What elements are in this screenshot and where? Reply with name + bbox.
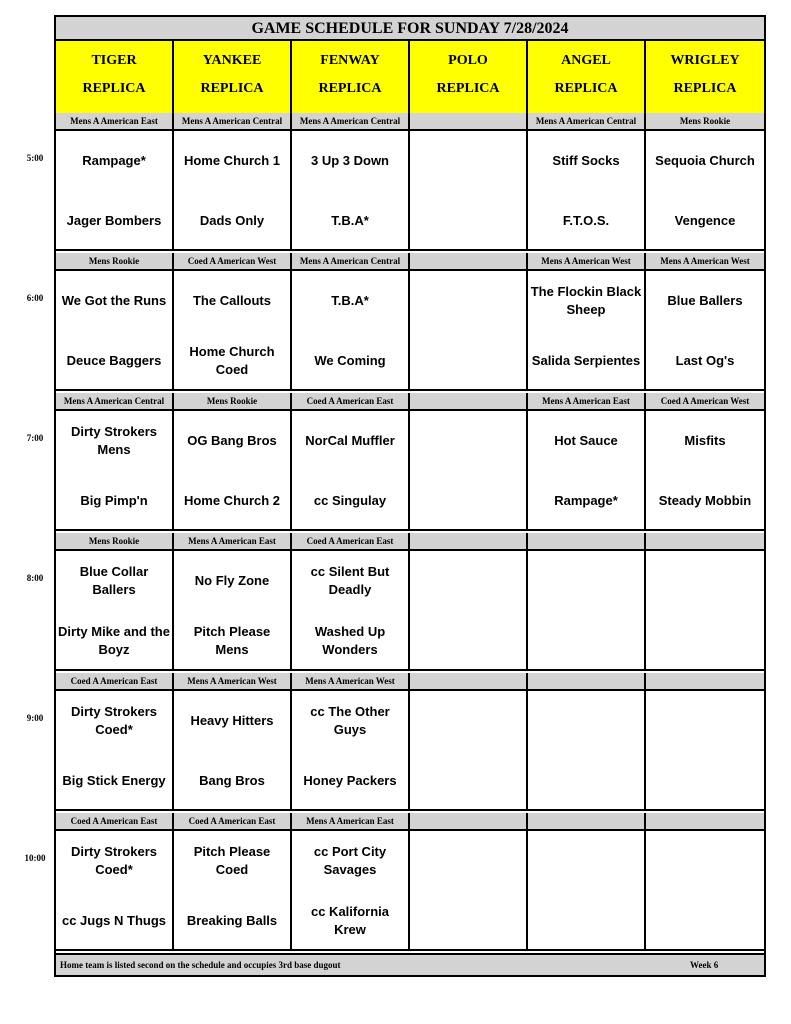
field-name: POLO <box>448 53 488 68</box>
home-team <box>294 761 406 801</box>
away-team <box>294 421 406 461</box>
team-name: Blue Collar Ballers <box>79 564 149 597</box>
team-name: Heavy Hitters <box>190 713 274 728</box>
away-team <box>58 421 170 461</box>
field-name: YANKEE <box>202 53 262 68</box>
division-label: Mens A American West <box>646 253 764 269</box>
home-team <box>58 761 170 801</box>
game-cell <box>56 271 174 389</box>
team-name: Deuce Baggers <box>66 353 162 368</box>
game-row <box>56 271 764 391</box>
game-cell <box>410 831 528 949</box>
time-label: 8:00 <box>26 573 44 583</box>
time-slot-block <box>56 533 764 671</box>
team-name: Jager Bombers <box>66 213 162 228</box>
division-label <box>410 393 528 409</box>
home-team <box>58 341 170 381</box>
away-team <box>412 421 524 461</box>
time-label: 6:00 <box>26 293 44 303</box>
home-team <box>530 621 642 661</box>
away-team <box>530 561 642 601</box>
game-cell <box>528 411 646 529</box>
away-team <box>648 141 762 181</box>
away-team <box>176 841 288 881</box>
team-name: Vengence <box>674 213 736 228</box>
footer-note: Home team is listed second on the schedule and occupies 3rd base dugout <box>60 960 341 970</box>
away-team <box>176 561 288 601</box>
away-team <box>176 141 288 181</box>
team-name: We Got the Runs <box>61 293 167 308</box>
field-sub: REPLICA <box>673 81 737 96</box>
game-cell <box>410 271 528 389</box>
division-label: Mens A American Central <box>292 253 410 269</box>
game-cell <box>646 551 764 669</box>
away-team <box>58 281 170 321</box>
footer-week: Week 6 <box>690 960 719 970</box>
game-cell <box>292 271 410 389</box>
team-name: Hot Sauce <box>554 433 618 448</box>
division-row <box>56 253 764 271</box>
game-cell <box>292 131 410 249</box>
game-cell <box>410 131 528 249</box>
team-name: Home Church Coed <box>189 344 275 377</box>
home-team <box>176 761 288 801</box>
division-label: Mens A American Central <box>56 393 174 409</box>
game-cell <box>56 131 174 249</box>
away-team <box>58 141 170 181</box>
division-label: Mens A American Central <box>174 113 292 129</box>
game-cell <box>174 551 292 669</box>
game-cell <box>410 691 528 809</box>
game-cell <box>56 551 174 669</box>
home-team <box>648 761 762 801</box>
team-name: The Callouts <box>192 293 271 308</box>
home-team <box>412 901 524 941</box>
team-name: F.T.O.S. <box>562 213 610 228</box>
game-cell <box>646 271 764 389</box>
division-row <box>56 673 764 691</box>
away-team <box>294 841 406 881</box>
time-slot-block <box>56 253 764 391</box>
home-team <box>412 761 524 801</box>
game-row <box>56 691 764 811</box>
game-cell <box>292 551 410 669</box>
home-team <box>176 201 288 241</box>
team-name: Big Pimp'n <box>80 493 148 508</box>
division-label: Mens A American West <box>528 253 646 269</box>
team-name: cc Kalifornia Krew <box>310 904 390 937</box>
team-name: 3 Up 3 Down <box>310 153 389 168</box>
team-name: Rampage* <box>554 493 618 508</box>
team-name: cc Silent But Deadly <box>310 564 390 597</box>
team-name: Salida Serpientes <box>531 353 641 368</box>
game-cell <box>292 691 410 809</box>
division-label: Mens A American Central <box>292 113 410 129</box>
away-team <box>412 841 524 881</box>
team-name: No Fly Zone <box>194 573 270 588</box>
game-cell <box>174 411 292 529</box>
team-name: Dads Only <box>199 213 265 228</box>
time-slot-block <box>56 813 764 951</box>
division-label: Coed A American East <box>174 813 292 829</box>
team-name: Bang Bros <box>199 773 265 788</box>
field-name: TIGER <box>91 53 137 68</box>
time-slot-block <box>56 393 764 531</box>
division-label: Coed A American West <box>646 393 764 409</box>
home-team <box>530 201 642 241</box>
away-team <box>412 141 524 181</box>
game-cell <box>528 551 646 669</box>
team-name: Dirty Mike and the Boyz <box>58 624 170 657</box>
game-cell <box>292 831 410 949</box>
division-label <box>410 253 528 269</box>
team-name: Big Stick Energy <box>62 773 166 788</box>
team-name: T.B.A* <box>331 293 369 308</box>
home-team <box>176 341 288 381</box>
team-name: T.B.A* <box>331 213 369 228</box>
field-name: WRIGLEY <box>670 53 740 68</box>
field-sub: REPLICA <box>200 81 264 96</box>
home-team <box>294 621 406 661</box>
away-team <box>58 701 170 741</box>
home-team <box>294 201 406 241</box>
division-label: Mens A American West <box>174 673 292 689</box>
team-name: Dirty Strokers Coed* <box>71 704 157 737</box>
home-team <box>176 621 288 661</box>
home-team <box>530 481 642 521</box>
team-name: OG Bang Bros <box>187 433 277 448</box>
division-label <box>528 813 646 829</box>
division-label: Mens A American East <box>56 113 174 129</box>
division-label <box>528 673 646 689</box>
division-label <box>410 673 528 689</box>
time-slot-block <box>56 673 764 811</box>
home-team <box>412 621 524 661</box>
division-label <box>646 533 764 549</box>
away-team <box>530 141 642 181</box>
game-cell <box>646 691 764 809</box>
game-row <box>56 551 764 671</box>
team-name: Rampage* <box>82 153 146 168</box>
home-team <box>58 621 170 661</box>
division-label <box>410 813 528 829</box>
division-label: Coed A American East <box>292 533 410 549</box>
schedule-title: GAME SCHEDULE FOR SUNDAY 7/28/2024 <box>56 17 764 41</box>
away-team <box>530 281 642 321</box>
division-label: Coed A American East <box>56 813 174 829</box>
home-team <box>58 201 170 241</box>
time-label: 5:00 <box>26 153 44 163</box>
schedule-footer <box>56 953 764 975</box>
game-row <box>56 831 764 951</box>
away-team <box>530 701 642 741</box>
game-cell <box>528 691 646 809</box>
division-row <box>56 393 764 411</box>
away-team <box>294 701 406 741</box>
home-team <box>294 341 406 381</box>
away-team <box>648 701 762 741</box>
game-cell <box>56 831 174 949</box>
team-name: Home Church 1 <box>183 153 281 168</box>
division-label: Mens Rookie <box>646 113 764 129</box>
field-sub: REPLICA <box>436 81 500 96</box>
away-team <box>176 421 288 461</box>
division-label <box>646 813 764 829</box>
home-team <box>648 621 762 661</box>
game-cell <box>292 411 410 529</box>
field-sub: REPLICA <box>554 81 618 96</box>
division-label: Mens Rookie <box>56 253 174 269</box>
time-label: 9:00 <box>26 713 44 723</box>
home-team <box>176 481 288 521</box>
team-name: cc Port City Savages <box>313 844 387 877</box>
team-name: Last Og's <box>675 353 735 368</box>
team-name: cc The Other Guys <box>310 704 390 737</box>
away-team <box>176 281 288 321</box>
game-cell <box>528 831 646 949</box>
home-team <box>294 481 406 521</box>
home-team <box>412 481 524 521</box>
away-team <box>58 841 170 881</box>
away-team <box>530 841 642 881</box>
away-team <box>412 701 524 741</box>
division-label: Coed A American East <box>56 673 174 689</box>
division-label: Mens Rookie <box>56 533 174 549</box>
team-name: Honey Packers <box>303 773 397 788</box>
division-label <box>646 673 764 689</box>
away-team <box>58 561 170 601</box>
home-team <box>412 341 524 381</box>
team-name: Washed Up Wonders <box>314 624 386 657</box>
away-team <box>530 421 642 461</box>
home-team <box>412 201 524 241</box>
home-team <box>58 481 170 521</box>
home-team <box>648 201 762 241</box>
time-label: 10:00 <box>24 853 46 863</box>
field-sub: REPLICA <box>318 81 382 96</box>
division-row <box>56 113 764 131</box>
game-cell <box>528 271 646 389</box>
away-team <box>412 281 524 321</box>
division-label <box>528 533 646 549</box>
game-cell <box>646 411 764 529</box>
away-team <box>648 421 762 461</box>
game-row <box>56 411 764 531</box>
division-label: Mens A American East <box>528 393 646 409</box>
team-name: We Coming <box>314 353 386 368</box>
game-cell <box>410 411 528 529</box>
away-team <box>648 561 762 601</box>
team-name: Breaking Balls <box>186 913 278 928</box>
away-team <box>176 701 288 741</box>
division-row <box>56 813 764 831</box>
field-sub: REPLICA <box>82 81 146 96</box>
division-label: Mens A American Central <box>528 113 646 129</box>
home-team <box>294 901 406 941</box>
home-team <box>176 901 288 941</box>
home-team <box>648 481 762 521</box>
away-team <box>412 561 524 601</box>
team-name: Home Church 2 <box>183 493 281 508</box>
team-name: The Flockin Black Sheep <box>530 284 642 317</box>
team-name: Pitch Please Coed <box>193 844 271 877</box>
away-team <box>648 841 762 881</box>
game-cell <box>174 831 292 949</box>
team-name: Stiff Socks <box>552 153 620 168</box>
division-label: Mens A American West <box>292 673 410 689</box>
division-label: Mens A American East <box>292 813 410 829</box>
home-team <box>530 901 642 941</box>
game-cell <box>174 131 292 249</box>
game-cell <box>56 411 174 529</box>
team-name: Blue Ballers <box>667 293 743 308</box>
division-row <box>56 533 764 551</box>
away-team <box>294 561 406 601</box>
team-name: Steady Mobbin <box>658 493 752 508</box>
time-label: 7:00 <box>26 433 44 443</box>
game-row <box>56 131 764 251</box>
schedule-sheet <box>54 15 766 977</box>
field-name: FENWAY <box>320 53 380 68</box>
game-cell <box>174 691 292 809</box>
time-slot-block <box>56 113 764 251</box>
home-team <box>648 341 762 381</box>
game-cell <box>410 551 528 669</box>
away-team <box>294 281 406 321</box>
team-name: Pitch Please Mens <box>193 624 271 657</box>
team-name: NorCal Muffler <box>305 433 395 448</box>
division-label: Mens A American East <box>174 533 292 549</box>
division-label <box>410 113 528 129</box>
team-name: cc Jugs N Thugs <box>61 913 167 928</box>
division-label: Mens Rookie <box>174 393 292 409</box>
team-name: Misfits <box>684 433 726 448</box>
game-cell <box>646 831 764 949</box>
team-name: Sequoia Church <box>655 153 755 168</box>
home-team <box>58 901 170 941</box>
field-name: ANGEL <box>561 53 611 68</box>
home-team <box>648 901 762 941</box>
home-team <box>530 341 642 381</box>
game-cell <box>528 131 646 249</box>
division-label: Coed A American West <box>174 253 292 269</box>
game-cell <box>646 131 764 249</box>
home-team <box>530 761 642 801</box>
division-label <box>410 533 528 549</box>
away-team <box>294 141 406 181</box>
team-name: Dirty Strokers Mens <box>71 424 157 457</box>
away-team <box>648 281 762 321</box>
game-cell <box>56 691 174 809</box>
game-cell <box>174 271 292 389</box>
team-name: cc Singulay <box>313 493 387 508</box>
division-label: Coed A American East <box>292 393 410 409</box>
team-name: Dirty Strokers Coed* <box>71 844 157 877</box>
